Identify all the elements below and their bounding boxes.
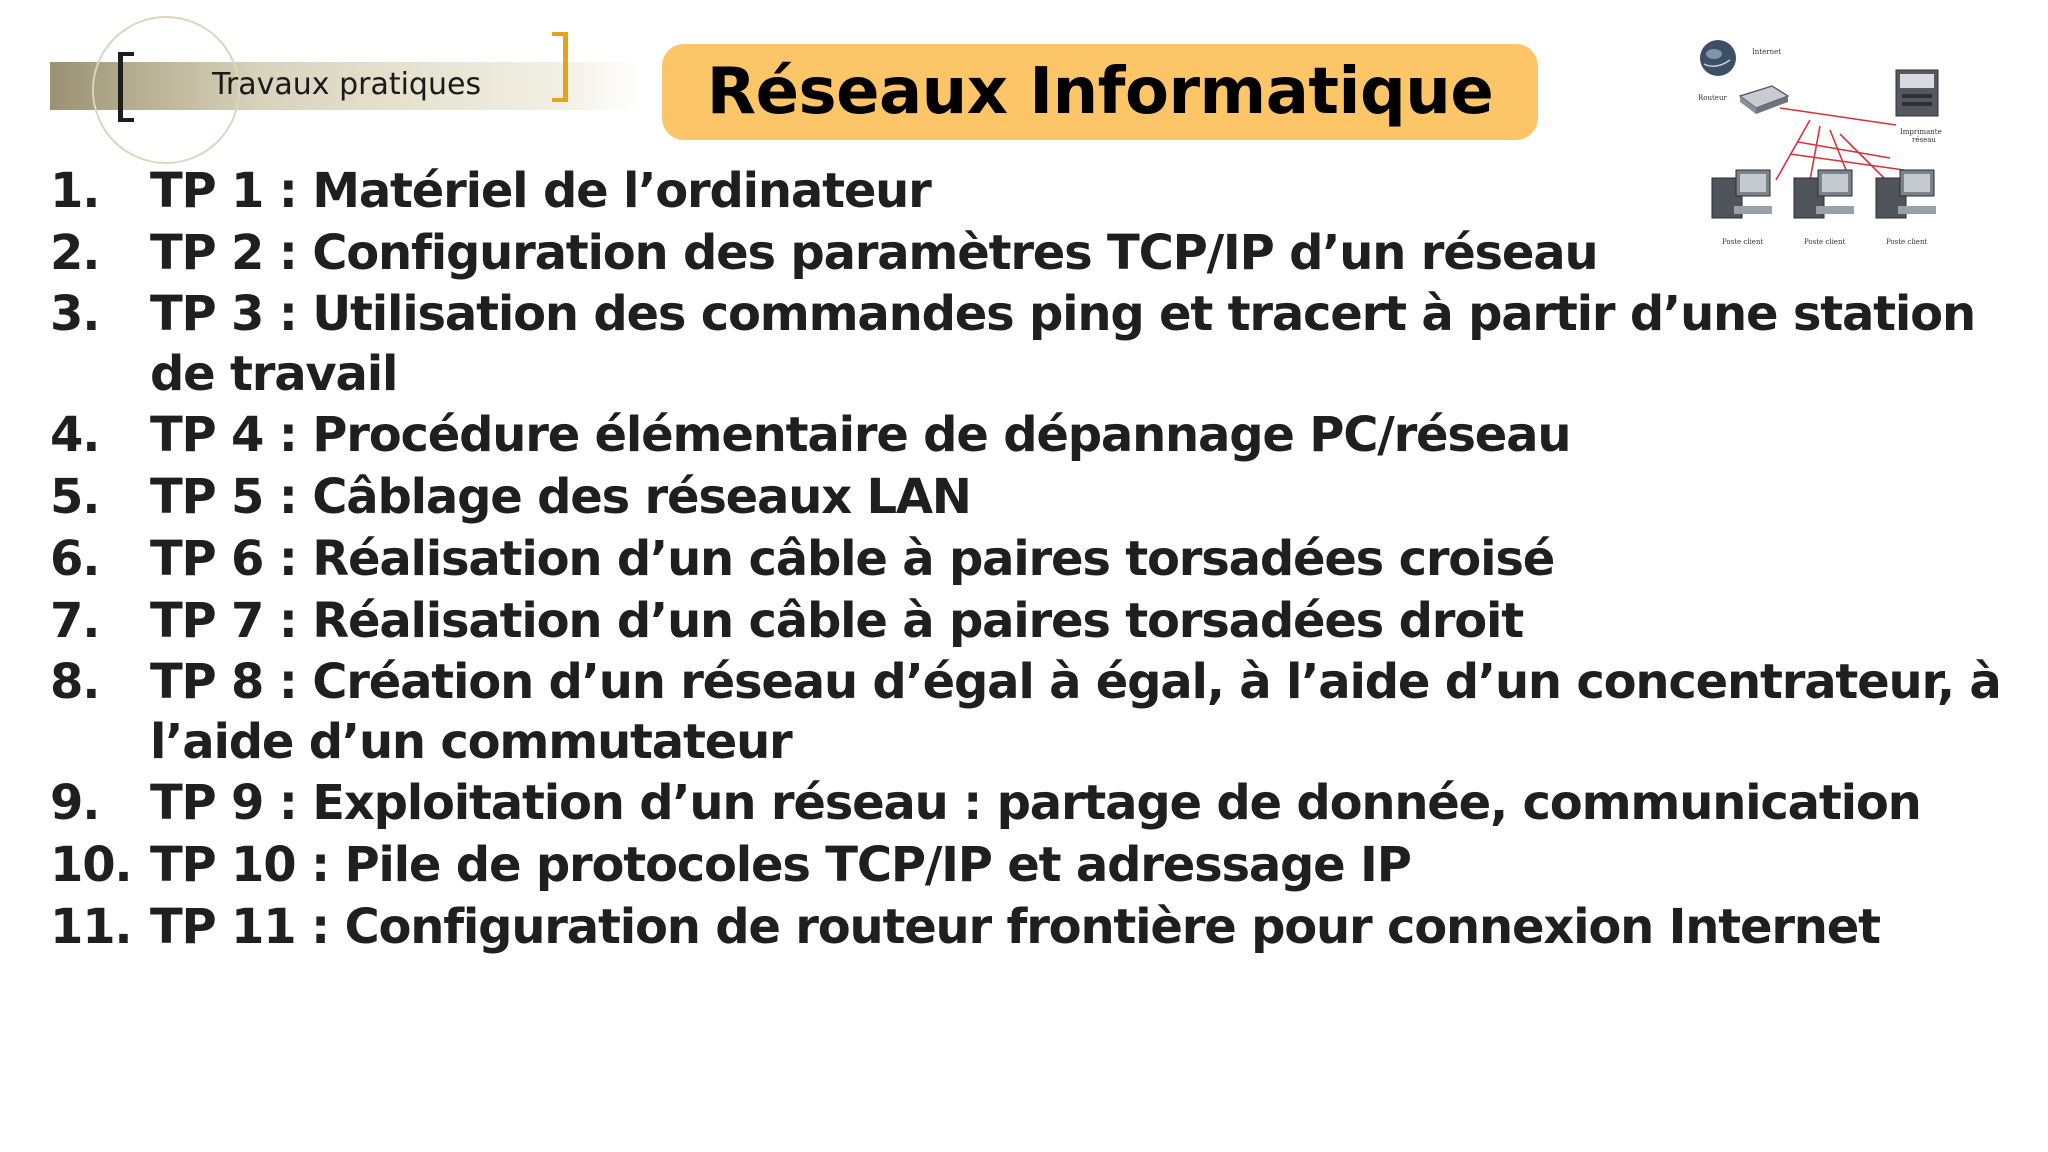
item-number: 6. xyxy=(50,531,100,587)
item-number: 8. xyxy=(50,654,100,710)
label-reseau: réseau xyxy=(1912,136,1936,144)
list-item xyxy=(50,590,2010,652)
item-text: TP 6 : Réalisation d’un câble à paires torsadées croisé xyxy=(150,531,1555,587)
label-client-3: Poste client xyxy=(1886,238,1928,246)
item-text: TP 8 : Création d’un réseau d’égal à égal, à l’aide d’un concentrateur, à l’aide d’un commutateur xyxy=(150,654,2001,770)
item-number: 10. xyxy=(50,837,132,893)
router-icon xyxy=(1740,86,1788,114)
list-item xyxy=(50,404,2010,466)
label-routeur: Routeur xyxy=(1698,94,1727,102)
label-client-2: Poste client xyxy=(1804,238,1846,246)
item-text: TP 10 : Pile de protocoles TCP/IP et adressage IP xyxy=(150,837,1411,893)
item-number: 4. xyxy=(50,407,100,463)
list-item xyxy=(50,896,2010,958)
item-number: 2. xyxy=(50,225,100,281)
banner-label: Travaux pratiques xyxy=(212,67,482,102)
title-box xyxy=(662,44,1538,140)
tp-list xyxy=(50,160,2010,958)
item-number: 3. xyxy=(50,286,100,342)
printer-icon xyxy=(1896,70,1938,116)
list-item xyxy=(50,284,2010,404)
list-item xyxy=(50,772,2010,834)
item-text: TP 3 : Utilisation des commandes ping et tracert à partir d’une station de travail xyxy=(150,286,1975,402)
page-title: Réseaux Informatique xyxy=(706,55,1494,129)
item-number: 1. xyxy=(50,163,100,219)
banner-right-bracket xyxy=(552,32,568,102)
banner-left-bracket xyxy=(118,52,134,122)
item-number: 5. xyxy=(50,469,100,525)
label-internet: Internet xyxy=(1752,48,1782,56)
item-text: TP 7 : Réalisation d’un câble à paires torsadées droit xyxy=(150,593,1523,649)
item-text: TP 9 : Exploitation d’un réseau : partage de donnée, communication xyxy=(150,775,1921,831)
item-text: TP 5 : Câblage des réseaux LAN xyxy=(150,469,971,525)
item-number: 9. xyxy=(50,775,100,831)
item-number: 7. xyxy=(50,593,100,649)
list-item xyxy=(50,652,2010,772)
list-item xyxy=(50,160,2010,222)
item-text: TP 11 : Configuration de routeur frontière pour connexion Internet xyxy=(150,899,1880,955)
list-item xyxy=(50,466,2010,528)
item-text: TP 2 : Configuration des paramètres TCP/IP d’un réseau xyxy=(150,225,1598,281)
list-item xyxy=(50,528,2010,590)
label-imprimante: Imprimante xyxy=(1900,128,1942,136)
item-text: TP 1 : Matériel de l’ordinateur xyxy=(150,163,931,219)
list-item xyxy=(50,834,2010,896)
label-client-1: Poste client xyxy=(1722,238,1764,246)
item-number: 11. xyxy=(50,899,132,955)
list-item xyxy=(50,222,2010,284)
item-text: TP 4 : Procédure élémentaire de dépannage PC/réseau xyxy=(150,407,1571,463)
globe-icon xyxy=(1700,40,1736,76)
